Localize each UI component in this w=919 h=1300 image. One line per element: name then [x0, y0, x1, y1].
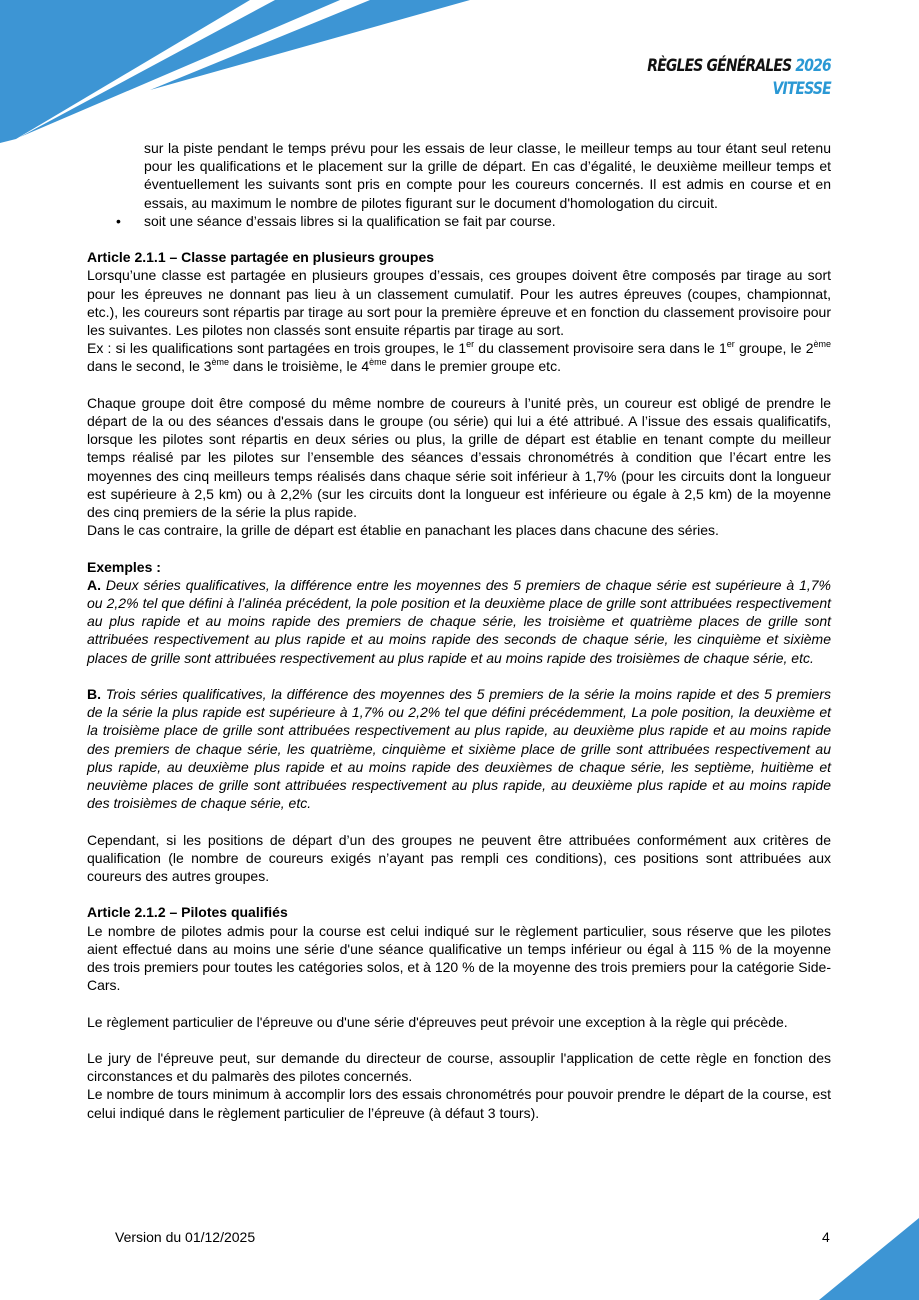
- example-a-text: Deux séries qualificatives, la différence entre les moyennes des 5 premiers de chaque série est supérieure à 1,7% ou 2,2% tel que défini à l’alinéa précédent, la pole position et la deuxième place de grille sont attribuées respectivement au plus rapide et au moins rapide des premiers de chaque série, les troisième et quatrième places de grille sont attribuées respectivement au plus rapide et au moins rapide des seconds de chaque série, les cinquième et sixième places de grille sont attribuées respectivement au plus rapide et au moins rapide des troisièmes de chaque série, etc.: [87, 576, 832, 666]
- example-b-label: B.: [87, 686, 101, 703]
- document-header: [647, 55, 831, 101]
- article-2-1-1-heading: Article 2.1.1 – Classe partagée en plusieurs groupes: [87, 249, 435, 266]
- header-title: RÈGLES GÉNÉRALES: [647, 56, 792, 76]
- example-a-label: A.: [87, 576, 101, 593]
- example-a: [87, 576, 831, 667]
- continued-paragraph: sur la piste pendant le temps prévu pour les essais de leur classe, le meilleur temps au tour étant seul retenu pour les qualifications et le placement sur la grille de départ. En cas d’égalité, le deuxième meilleur temps et éventuellement les suivants sont pris en compte pour les coureurs concernés. Il est admis en course et en essais, au maximum le nombre de pilotes figurant sur le document d'homologation du circuit.: [144, 140, 831, 211]
- article-2-1-2-paragraph-1: Le nombre de pilotes admis pour la course est celui indiqué sur le règlement particulier, sous réserve que les pilotes aient effectué dans au moins une série d'une séance qualificative un temps inférieur ou égal à 115 % de la moyenne des trois premiers pour toutes les catégories solos, et à 120 % de la moyenne des trois premiers pour la catégorie Side-Cars.: [87, 922, 831, 994]
- article-2-1-1-paragraph-2: Chaque groupe doit être composé du même nombre de coureurs à l’unité près, un coureur est obligé de prendre le départ de la ou des séances d'essais dans le groupe (ou série) qui lui a été attribué. A l’issue des essais qualificatifs, lorsque les pilotes sont répartis en deux séries ou plus, la grille de départ est établie en tenant compte du meilleur temps réalisé par les pilotes sur l’ensemble des séances d’essais chronométrés à condition que l’écart entre les moyennes des cinq meilleurs temps réalisés dans chaque série soit inférieur à 1,7% (pour les circuits dont la longueur est supérieure à 2,5 km) ou à 2,2% (sur les circuits dont la longueur est inférieure ou égale à 2,5 km) de la moyenne des cinq premiers de la série la plus rapide.: [87, 394, 831, 521]
- footer-page-number: 4: [822, 1229, 830, 1245]
- examples-heading: Exemples :: [87, 558, 161, 575]
- header-year: 2026: [795, 56, 831, 76]
- article-2-1-2-paragraph-3: Le jury de l'épreuve peut, sur demande du directeur de course, assouplir l'application de cette règle en fonction des circonstances et du palmarès des pilotes concernés.: [87, 1050, 831, 1085]
- header-stripes-decoration: [0, 0, 480, 150]
- footer-version: Version du 01/12/2025: [115, 1229, 256, 1245]
- article-2-1-1-example-line: Ex : si les qualifications sont partagées en trois groupes, le 1er du classement provisoire sera dans le 1er groupe, le 2ème dans le second, le 3ème dans le troisième, le 4ème dans le premier groupe etc.: [87, 339, 831, 375]
- document-body: [87, 139, 831, 1122]
- article-2-1-1-paragraph-4: Cependant, si les positions de départ d’un des groupes ne peuvent être attribuées conformément aux critères de qualification (le nombre de coureurs exigés n’ayant pas rempli ces conditions), ces positions sont attribuées aux coureurs des autres groupes.: [87, 831, 831, 885]
- article-2-1-1-paragraph-1: Lorsqu’une classe est partagée en plusieurs groupes d’essais, ces groupes doivent être composés par tirage au sort pour les épreuves ne donnant pas lieu à un classement cumulatif. Pour les autres épreuves (coupes, championnat, etc.), les coureurs sont répartis par tirage au sort pour la première épreuve et en fonction du classement provisoire pour les suivantes. Les pilotes non classés sont ensuite répartis par tirage au sort.: [87, 267, 831, 339]
- footer-triangle-decoration: [819, 1218, 919, 1300]
- article-2-1-1-paragraph-3: Dans le cas contraire, la grille de départ est établie en panachant les places dans chacune des séries.: [87, 522, 719, 539]
- article-2-1-2-paragraph-4: Le nombre de tours minimum à accomplir lors des essais chronométrés pour pouvoir prendre le départ de la course, est celui indiqué dans le règlement particulier de l’épreuve (à défaut 3 tours).: [87, 1086, 831, 1121]
- example-b-text: Trois séries qualificatives, la différence des moyennes des 5 premiers de la série la moins rapide et des 5 premiers de la série la plus rapide est supérieure à 1,7% ou 2,2% tel que défini précédemment, La pole position, la deuxième et la troisième place de grille sont attribuées respectivement au plus rapide, au deuxième plus rapide et au moins rapide des premiers de chaque série, les quatrième, cinquième et sixième place de grille sont attribuées respectivement au plus rapide, au deuxième plus rapide et au moins rapide des deuxièmes de chaque série, les septième, huitième et neuvième places de grille sont attribuées respectivement au plus rapide, au deuxième plus rapide et au moins rapide des troisièmes de chaque série, etc.: [87, 686, 831, 812]
- article-2-1-2-paragraph-2: Le règlement particulier de l'épreuve ou d'une série d'épreuves peut prévoir une exception à la règle qui précède.: [87, 1013, 788, 1030]
- header-subtitle: VITESSE: [772, 79, 831, 99]
- bullet-text: soit une séance d’essais libres si la qualification se fait par course.: [144, 212, 556, 229]
- article-2-1-2-heading: Article 2.1.2 – Pilotes qualifiés: [87, 904, 288, 921]
- example-b: [87, 685, 831, 812]
- bullet-icon: •: [116, 212, 121, 229]
- bullet-item: [87, 212, 831, 230]
